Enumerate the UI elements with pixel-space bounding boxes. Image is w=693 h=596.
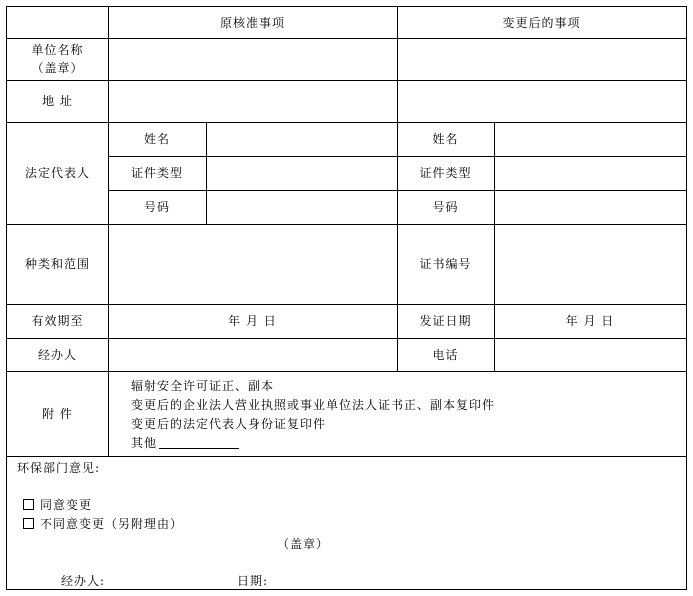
attachments-label: 附 件 bbox=[42, 406, 73, 421]
attachment-line-2: 变更后的企业法人营业执照或事业单位法人证书正、副本复印件 bbox=[131, 397, 496, 412]
opinion-seal: （盖章） bbox=[277, 536, 330, 551]
attachment-line-1: 辐射安全许可证正、副本 bbox=[131, 378, 275, 393]
address-label: 地 址 bbox=[42, 94, 73, 108]
unit-name-changed-field[interactable] bbox=[397, 38, 686, 80]
number-label-changed: 号码 bbox=[432, 200, 459, 214]
address-original-field[interactable] bbox=[108, 80, 397, 122]
rule bbox=[494, 224, 495, 304]
agree-checkbox[interactable] bbox=[23, 499, 34, 510]
disagree-option[interactable] bbox=[23, 514, 323, 533]
rule bbox=[494, 338, 495, 371]
name-label-changed: 姓名 bbox=[432, 132, 459, 146]
unit-name-label bbox=[7, 38, 108, 80]
disagree-text: 不同意变更（另附理由） bbox=[40, 516, 184, 531]
handler-label: 经办人 bbox=[37, 347, 77, 362]
agree-option[interactable] bbox=[23, 495, 323, 514]
header-changed: 变更后的事项 bbox=[502, 15, 581, 30]
rule bbox=[494, 122, 495, 224]
number-label-original: 号码 bbox=[143, 200, 170, 214]
issue-date-label: 发证日期 bbox=[419, 314, 472, 328]
category-label: 种类和范围 bbox=[24, 257, 90, 271]
attachment-line-3: 变更后的法定代表人身份证复印件 bbox=[131, 416, 327, 431]
phone-label: 电话 bbox=[432, 347, 459, 362]
change-application-form bbox=[6, 6, 687, 590]
other-blank-line bbox=[159, 436, 239, 449]
header-original: 原核准事项 bbox=[219, 15, 285, 30]
opinion-handler-label: 经办人: bbox=[61, 573, 106, 588]
opinion-title: 环保部门意见: bbox=[17, 460, 101, 475]
id-type-label-original: 证件类型 bbox=[130, 166, 183, 180]
agree-text: 同意变更 bbox=[40, 497, 93, 512]
name-label-original: 姓名 bbox=[143, 132, 170, 146]
unit-name-text: 单位名称 bbox=[31, 43, 84, 57]
rule bbox=[206, 122, 207, 224]
valid-until-label: 有效期至 bbox=[31, 314, 84, 328]
opinion-date-label: 日期: bbox=[237, 573, 269, 588]
cert-no-label: 证书编号 bbox=[419, 257, 472, 271]
id-type-label-changed: 证件类型 bbox=[419, 166, 472, 180]
unit-name-original-field[interactable] bbox=[108, 38, 397, 80]
legal-rep-label: 法定代表人 bbox=[24, 166, 90, 180]
rule bbox=[7, 456, 686, 457]
address-changed-field[interactable] bbox=[397, 80, 686, 122]
issue-date-value: 年 月 日 bbox=[565, 314, 615, 328]
disagree-checkbox[interactable] bbox=[23, 518, 34, 529]
unit-name-seal-text: （盖章） bbox=[31, 61, 84, 75]
valid-until-date: 年 月 日 bbox=[228, 314, 277, 328]
attachment-line-4 bbox=[131, 433, 671, 452]
attachment-other-text: 其他 bbox=[131, 435, 158, 450]
